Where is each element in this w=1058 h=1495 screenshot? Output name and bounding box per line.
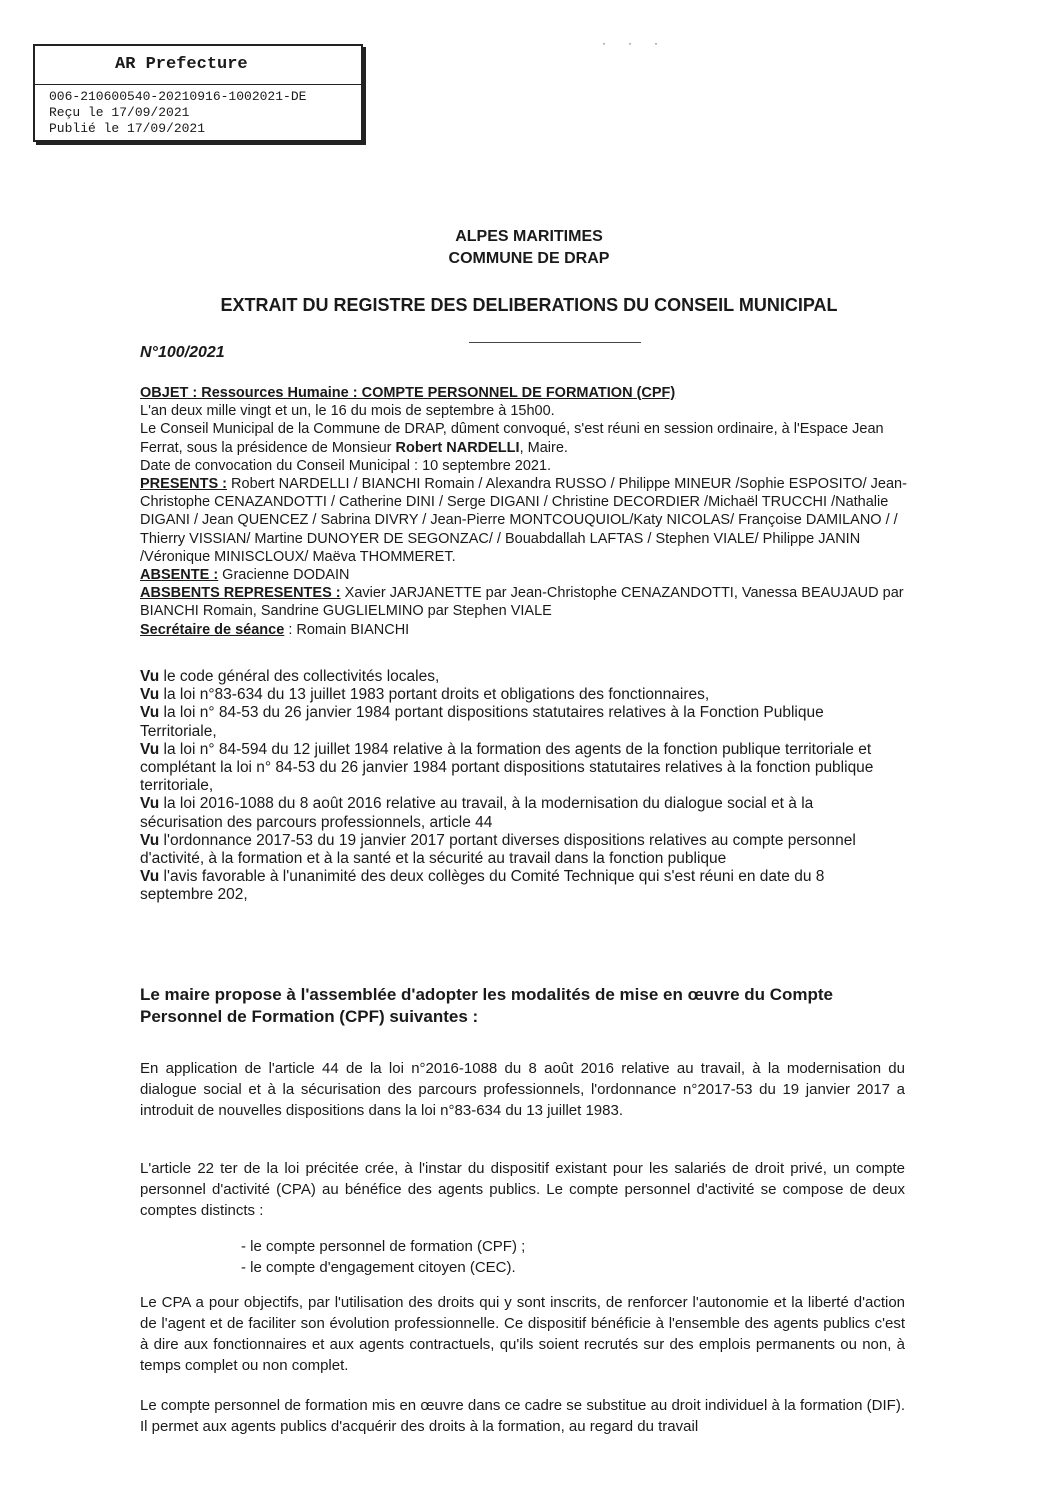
vu-item — [140, 686, 900, 704]
list-item: - le compte d'engagement citoyen (CEC). — [241, 1259, 516, 1276]
meeting-text: Le Conseil Municipal de la Commune de DRAP, dûment convoqué, s'est réuni en session ordinaire, à l'Espace Jean Ferrat, sous la présidence de Monsieur — [140, 421, 884, 456]
secretaire-paragraph — [140, 621, 920, 639]
presents-label: PRESENTS : — [140, 476, 228, 493]
absente-name: Gracienne DODAIN — [218, 567, 350, 584]
vu-keyword: Vu — [140, 740, 160, 758]
stamp-title: AR Prefecture — [35, 46, 361, 85]
mayor-suffix: , Maire. — [519, 439, 568, 456]
presents-paragraph — [140, 475, 920, 566]
stamp-lines — [35, 85, 361, 137]
stamp-reference: 006-210600540-20210916-1002021-DE — [49, 89, 307, 104]
paragraph-1: En application de l'article 44 de la loi n°2016-1088 du 8 août 2016 relative au travail, à la modernisation du dialogue social et à la sécurisation des parcours professionnels, l'ordonnance n°2017-53 du 19 janvier 2017 a introduit de nouvelles dispositions dans la loi n°83-634 du 13 juillet 1983. — [140, 1060, 905, 1119]
meeting-convocation — [140, 420, 920, 456]
vu-keyword: Vu — [140, 704, 160, 722]
secretaire-name: : Romain BIANCHI — [284, 621, 410, 638]
objet-label: OBJET : Ressources Humaine : COMPTE PERSONNEL DE FORMATION (CPF) — [140, 385, 676, 401]
vu-item — [140, 704, 900, 740]
absente-label: ABSENTE : — [140, 567, 219, 584]
vu-text: la loi 2016-1088 du 8 août 2016 relative au travail, à la modernisation du dialogue social et à la sécurisation des parcours professionnels, article 44 — [140, 795, 814, 831]
list-item: - le compte personnel de formation (CPF) ; — [241, 1238, 526, 1255]
prefecture-stamp — [33, 44, 363, 142]
presents-list: Robert NARDELLI / BIANCHI Romain / Alexandra RUSSO / Philippe MINEUR /Sophie ESPOSITO/ Jean-Christophe CENAZANDOTTI / Catherine DINI / Serge DIGANI / Christine DECORDIER /Michaël TRUCCHI /Nathalie DIGANI / Jean QUENCEZ / Sabrina DIVRY / Jean-Pierre MONTCOUQUIOL/Katy NICOLAS/ Françoise DAMILANO / / Thierry VISSIAN/ Martine DUNOYER DE SEGONZAC/ / Bouabdallah LAFTAS / Stephen VIALE/ Philippe JANIN /Véronique MINISCLOUX/ Maëva THOMMERET. — [140, 476, 907, 565]
absents-paragraph — [140, 584, 920, 620]
stamp-received: Reçu le 17/09/2021 — [49, 105, 190, 120]
stamp-published: Publié le 17/09/2021 — [49, 121, 206, 136]
vu-text: le code général des collectivités locales, — [159, 668, 440, 685]
absents-list: Xavier JARJANETTE par Jean-Christophe CENAZANDOTTI, Vanessa BEAUJAUD par BIANCHI Romain, Sandrine GUGLIELMINO par Stephen VIALE — [140, 585, 904, 620]
president-name: Robert NARDELLI — [395, 439, 520, 456]
meeting-date: L'an deux mille vingt et un, le 16 du mois de septembre à 15h00. — [140, 403, 555, 420]
commune-heading: COMMUNE DE DRAP — [448, 250, 610, 267]
document-title: EXTRAIT DU REGISTRE DES DELIBERATIONS DU CONSEIL MUNICIPAL — [220, 295, 838, 315]
paragraph-2: L'article 22 ter de la loi précitée crée, à l'instar du dispositif existant pour les salariés de droit privé, un compte personnel d'activité (CPA) au bénéfice des agents publics. Le compte personnel d'activité se compose de deux comptes distincts : — [140, 1160, 905, 1219]
absents-label: ABSBENTS REPRESENTES : — [140, 585, 341, 602]
vu-text: l'avis favorable à l'unanimité des deux collèges du Comité Technique qui s'est réuni en date du 8 septembre 202, — [140, 868, 825, 904]
title-separator — [469, 342, 641, 343]
paragraph-3: Le CPA a pour objectifs, par l'utilisation des droits qui y sont inscrits, de renforcer l'autonomie et la liberté d'action de l'agent et de faciliter son évolution professionnelle. Ce dispositif bénéficie à l'ensemble des agents publics c'est à dire aux fonctionnaires et aux agents contractuels, qu'ils soient recrutés sur des emplois permanents ou non, à temps complet ou non complet. — [140, 1294, 905, 1374]
vu-item — [140, 832, 900, 868]
vu-text: la loi n°83-634 du 13 juillet 1983 portant droits et obligations des fonctionnaires, — [159, 686, 710, 704]
vu-text: la loi n° 84-53 du 26 janvier 1984 portant dispositions statutaires relatives à la Fonction Publique Territoriale, — [140, 704, 824, 740]
paragraph-4: Le compte personnel de formation mis en œuvre dans ce cadre se substitue au droit individuel à la formation (DIF). Il permet aux agents publics d'acquérir des droits à la formation, au regard du travail — [140, 1397, 905, 1435]
vu-block — [140, 668, 900, 905]
department-heading: ALPES MARITIMES — [455, 228, 603, 245]
vu-keyword: Vu — [140, 868, 160, 886]
deliberation-number: N°100/2021 — [140, 344, 225, 361]
vu-item — [140, 795, 900, 831]
vu-item — [140, 668, 900, 686]
vu-keyword: Vu — [140, 831, 160, 849]
vu-text: la loi n° 84-594 du 12 juillet 1984 relative à la formation des agents de la fonction publique territoriale et complétant la loi n° 84-53 du 26 janvier 1984 portant dispositions statutaires relatives à la fonction publique territoriale, — [140, 740, 874, 795]
vu-keyword: Vu — [140, 795, 160, 813]
mayor-proposal: Le maire propose à l'assemblée d'adopter les modalités de mise en œuvre du Compte Personnel de Formation (CPF) suivantes : — [140, 985, 834, 1026]
absente-paragraph — [140, 566, 920, 584]
vu-text: l'ordonnance 2017-53 du 19 janvier 2017 portant diverses dispositions relatives au compte personnel d'activité, à la formation et à la santé et la sécurité au travail dans la fonction publique — [140, 831, 856, 868]
vu-keyword: Vu — [140, 686, 160, 704]
vu-item — [140, 868, 900, 904]
secretaire-label: Secrétaire de séance — [140, 621, 285, 638]
convocation-date: Date de convocation du Conseil Municipal : 10 septembre 2021. — [140, 457, 552, 474]
meeting-block — [140, 384, 920, 639]
cpa-components-list — [241, 1236, 525, 1278]
vu-item — [140, 741, 900, 796]
scan-specks: ··· — [602, 36, 680, 50]
vu-keyword: Vu — [140, 668, 160, 685]
